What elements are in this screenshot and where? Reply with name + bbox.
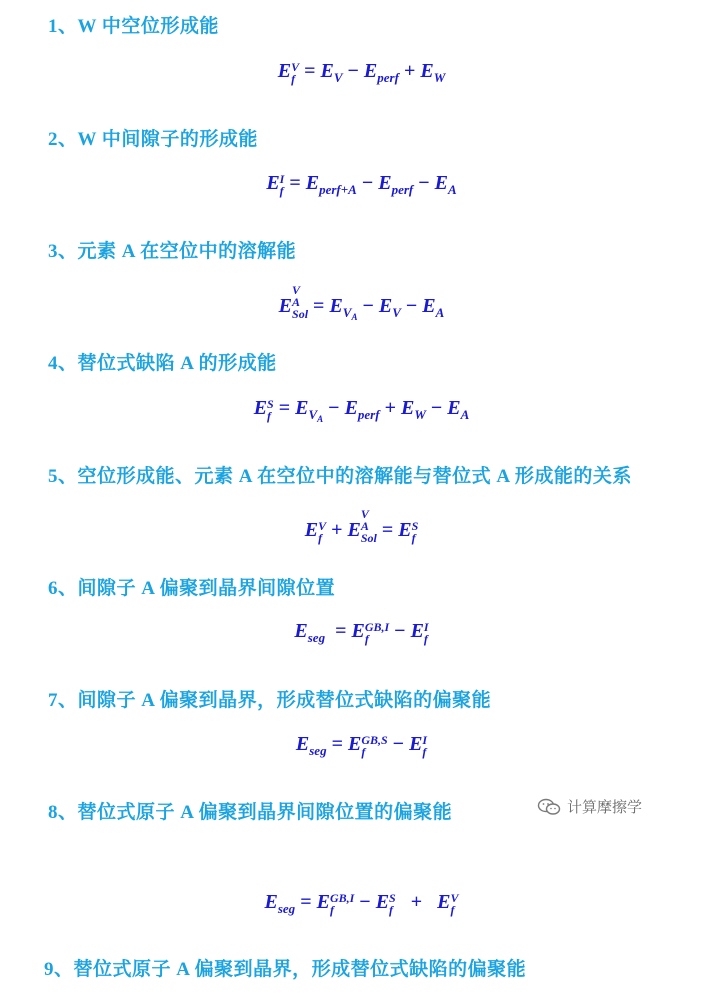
- heading-7: 7、间隙子 A 偏聚到晶界，形成替位式缺陷的偏聚能: [48, 690, 492, 711]
- watermark-text: 计算摩擦学: [567, 798, 643, 816]
- equation-5: E V f + E V A Sol = E S f: [304, 507, 419, 545]
- equation-3: E V A Sol = $E_{V_A} - E_V - E_A$: [278, 283, 445, 322]
- wechat-icon: [537, 798, 561, 816]
- equation-2: E I f = $E_{perf+A} - E_{perf} - E_A$: [266, 172, 457, 198]
- heading-2: 2、W 中间隙子的形成能: [48, 129, 258, 150]
- equation-1: E V f = $E_V - E_{perf} + E_W$: [277, 60, 446, 86]
- heading-1: 1、W 中空位形成能: [48, 16, 219, 37]
- equation-6: $E_{seg} = E$ GB,I f − E I f: [294, 620, 429, 646]
- equation-7: $E_{seg} = E$ GB,S f − E I f: [295, 733, 428, 759]
- watermark: [537, 796, 642, 817]
- heading-4: 4、替位式缺陷 A 的形成能: [48, 353, 277, 374]
- heading-3: 3、元素 A 在空位中的溶解能: [48, 241, 297, 262]
- heading-6: 6、间隙子 A 偏聚到晶界间隙位置: [48, 578, 336, 599]
- heading-8: 8、替位式原子 A 偏聚到晶界间隙位置的偏聚能: [48, 802, 453, 823]
- equation-4: E S f = $E_{V_A} - E_{perf} + E_W - E_A$: [253, 397, 470, 424]
- equation-8: $E_{seg} = E$ GB,I f − E S f + E V f: [264, 891, 459, 917]
- heading-9: 9、替位式原子 A 偏聚到晶界，形成替位式缺陷的偏聚能: [44, 959, 527, 980]
- heading-5: 5、空位形成能、元素 A 在空位中的溶解能与替位式 A 形成能的关系: [48, 466, 632, 487]
